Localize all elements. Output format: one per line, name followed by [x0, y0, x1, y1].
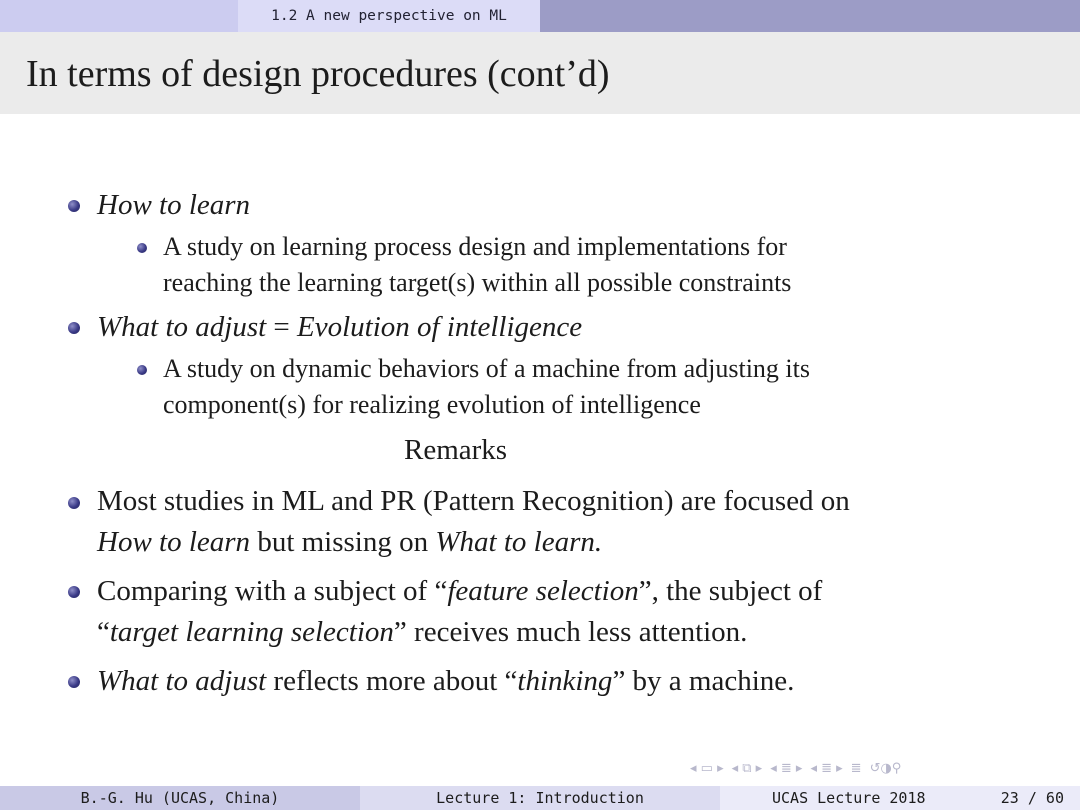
footer-right — [720, 786, 1080, 810]
headline-bar — [0, 0, 1080, 32]
bullet-icon — [68, 322, 80, 334]
frame-title: In terms of design procedures (cont’d) — [26, 53, 610, 95]
what-to-adjust-text: What to adjust — [97, 311, 267, 343]
footer-bar — [0, 786, 1080, 810]
remarks-heading: Remarks — [404, 434, 508, 466]
bullet-icon — [68, 586, 80, 598]
equals-sign: = — [266, 311, 298, 343]
remark-2-suffix: ”, the subject of — [638, 575, 823, 607]
nav-frame-icon[interactable]: ◂ ▭ ▸ — [690, 760, 724, 776]
item-what-to-adjust — [97, 307, 582, 347]
thinking-text: thinking — [517, 665, 613, 697]
bullet-icon — [68, 200, 80, 212]
sub-item-how-line-1: A study on learning process design and implementations for — [163, 232, 787, 261]
how-to-learn-text: How to learn — [97, 526, 251, 558]
nav-align-icon[interactable]: ≣ — [850, 760, 862, 776]
footer-lecture-title: Lecture 1: Introduction — [360, 786, 720, 810]
remark-1-line-1: Most studies in ML and PR (Pattern Recognition) are focused on — [97, 485, 850, 517]
remark-1-mid-text: but missing on — [250, 526, 436, 558]
remark-2-line-2 — [97, 612, 747, 652]
what-to-adjust-remark-text: What to adjust — [97, 665, 267, 697]
page-number: 23 / 60 — [1000, 789, 1064, 807]
nav-subsection-icon[interactable]: ◂ ⧉ ▸ — [731, 760, 763, 776]
nav-presentation-icon[interactable]: ◂ ≣ ▸ — [810, 760, 843, 776]
nav-section-icon[interactable]: ◂ ≣ ▸ — [770, 760, 803, 776]
nav-search-icon[interactable]: ↺◑⚲ — [869, 760, 902, 776]
remark-3-mid: reflects more about “ — [266, 665, 518, 697]
remark-2-prefix: Comparing with a subject of “ — [97, 575, 448, 607]
evolution-text: Evolution of intelligence — [297, 311, 583, 343]
sub-bullet-icon — [137, 365, 147, 375]
footer-author: B.-G. Hu (UCAS, China) — [0, 786, 360, 810]
sub-item-adjust-line-2: component(s) for realizing evolution of intelligence — [163, 390, 701, 419]
open-quote: “ — [97, 616, 110, 648]
item-how-to-learn: How to learn — [97, 189, 251, 221]
bullet-icon — [68, 497, 80, 509]
footer-event: UCAS Lecture 2018 — [772, 789, 926, 807]
bullet-icon — [68, 676, 80, 688]
remark-1-line-2 — [97, 522, 602, 562]
target-learning-selection-text: target learning selection — [109, 616, 394, 648]
sub-bullet-icon — [137, 243, 147, 253]
remark-3-suffix: ” by a machine. — [612, 665, 795, 697]
sub-item-adjust-line-1: A study on dynamic behaviors of a machine from adjusting its — [163, 354, 810, 383]
remark-3 — [97, 661, 794, 701]
sub-item-how-line-2: reaching the learning target(s) within all possible constraints — [163, 268, 792, 297]
remark-2-line-2-suffix: ” receives much less attention. — [393, 616, 748, 648]
section-link[interactable]: 1.2 A new perspective on ML — [238, 0, 540, 32]
remark-2-line-1 — [97, 571, 822, 611]
feature-selection-text: feature selection — [447, 575, 639, 607]
what-to-learn-text: What to learn. — [435, 526, 603, 558]
navigation-symbols — [690, 756, 1075, 780]
